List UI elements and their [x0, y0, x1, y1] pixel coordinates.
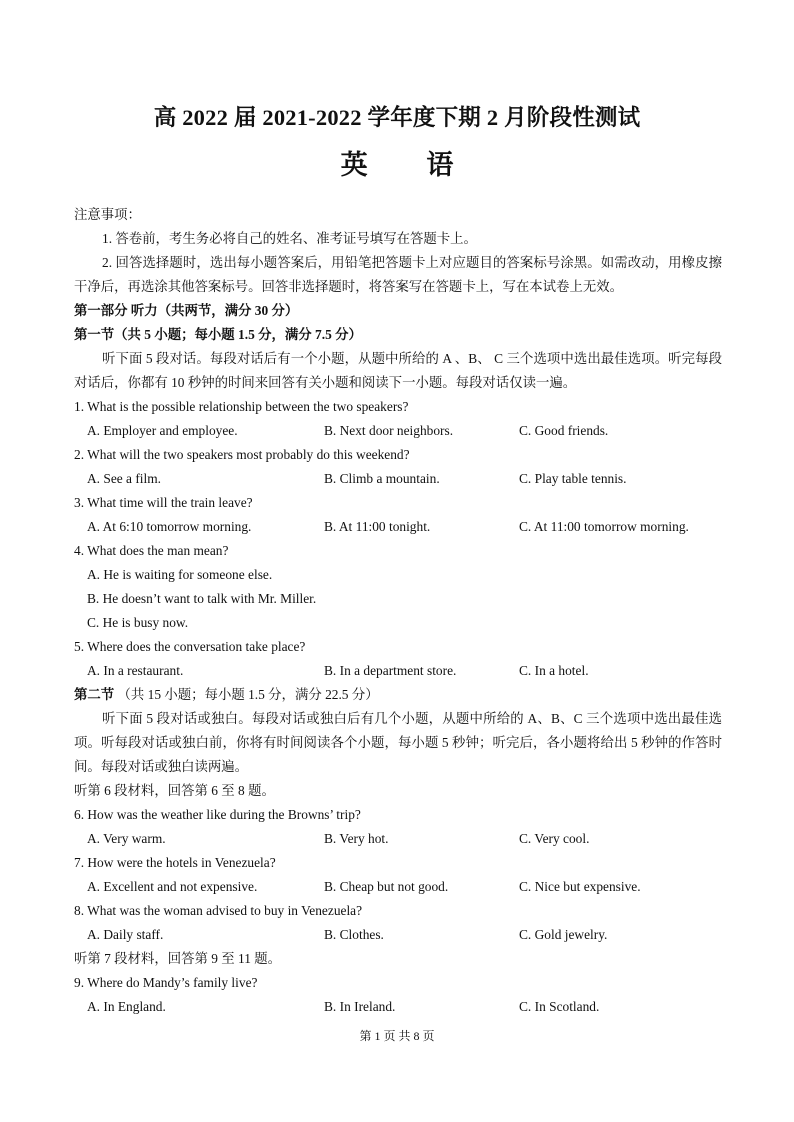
material-7-note: 听第 7 段材料，回答第 9 至 11 题。 — [74, 951, 282, 966]
option-c: C. Very cool. — [519, 831, 590, 846]
option-b: B. In a department store. — [324, 663, 457, 678]
question-6-options — [74, 827, 722, 851]
option-a: A. See a film. — [87, 471, 162, 486]
question-1: 1. What is the possible relationship between the two speakers? — [74, 399, 409, 414]
option-c: C. Gold jewelry. — [519, 927, 608, 942]
question-5: 5. Where does the conversation take place? — [74, 639, 306, 654]
option-b: B. Climb a mountain. — [324, 471, 440, 486]
option-b: B. Next door neighbors. — [324, 423, 454, 438]
question-7-options — [74, 875, 722, 899]
option-a: A. Employer and employee. — [87, 423, 238, 438]
question-8: 8. What was the woman advised to buy in Venezuela? — [74, 903, 363, 918]
option-b: B. At 11:00 tonight. — [324, 519, 431, 534]
section2-heading-label: 第二节 — [74, 687, 115, 702]
option-c: C. Play table tennis. — [519, 471, 627, 486]
part1-heading: 第一部分 听力（共两节，满分 30 分） — [74, 303, 299, 318]
question-4: 4. What does the man mean? — [74, 543, 229, 558]
material-6-note: 听第 6 段材料，回答第 6 至 8 题。 — [74, 783, 275, 798]
section2-instructions: 听下面 5 段对话或独白。每段对话或独白后有几个小题，从题中所给的 A、B、C 三个选项中选出最佳选项。听每段对话或独白前，你将有时间阅读各个小题，每小题 5 秒钟；听完后，各小题将给出 5 秒钟的作答时间。每段对话或独白读两遍。 — [74, 711, 722, 774]
section1-instructions: 听下面 5 段对话。每段对话后有一个小题，从题中所给的 A 、B、 C 三个选项中选出最佳选项。听完每段对话后，你都有 10 秒钟的时间来回答有关小题和阅读下一小题。每段对话仅读一遍。 — [74, 351, 722, 390]
option-a: A. At 6:10 tomorrow morning. — [87, 519, 252, 534]
exam-title: 高 2022 届 2021-2022 学年度下期 2 月阶段性测试 — [153, 105, 641, 130]
question-5-options — [74, 659, 722, 683]
option-a: A. In England. — [87, 999, 166, 1014]
subject-title: 英 语 — [340, 150, 480, 180]
option-b: B. Cheap but not good. — [324, 879, 449, 894]
option-a: A. He is waiting for someone else. — [87, 567, 273, 582]
question-9: 9. Where do Mandy’s family live? — [74, 975, 258, 990]
option-c: C. Nice but expensive. — [519, 879, 641, 894]
option-a: A. Daily staff. — [87, 927, 164, 942]
page-number: 第 1 页 共 8 页 — [359, 1029, 435, 1043]
option-b: B. He doesn’t want to talk with Mr. Miller. — [87, 591, 317, 606]
option-c: C. At 11:00 tomorrow morning. — [519, 519, 689, 534]
option-b: B. In Ireland. — [324, 999, 396, 1014]
option-c: C. In a hotel. — [519, 663, 589, 678]
option-b: B. Very hot. — [324, 831, 389, 846]
question-2-options — [74, 467, 722, 491]
note-item-2: 2. 回答选择题时，选出每小题答案后，用铅笔把答题卡上对应题目的答案标号涂黑。如需改动，用橡皮擦干净后，再选涂其他答案标号。回答非选择题时，将答案写在答题卡上，写在本试卷上无效。 — [74, 255, 722, 294]
option-b: B. Clothes. — [324, 927, 384, 942]
section1-heading: 第一节（共 5 小题；每小题 1.5 分，满分 7.5 分） — [74, 327, 362, 342]
option-c: C. He is busy now. — [87, 615, 189, 630]
question-8-options — [74, 923, 722, 947]
option-a: A. In a restaurant. — [87, 663, 184, 678]
question-3: 3. What time will the train leave? — [74, 495, 253, 510]
option-a: A. Very warm. — [87, 831, 166, 846]
option-c: C. In Scotland. — [519, 999, 600, 1014]
notes-heading: 注意事项： — [74, 207, 141, 222]
question-3-options — [74, 515, 722, 539]
question-1-options — [74, 419, 722, 443]
section2-heading — [74, 683, 722, 707]
question-7: 7. How were the hotels in Venezuela? — [74, 855, 276, 870]
option-c: C. Good friends. — [519, 423, 609, 438]
question-9-options — [74, 995, 722, 1019]
option-a: A. Excellent and not expensive. — [87, 879, 258, 894]
note-item-1: 1. 答卷前，考生务必将自己的姓名、准考证号填写在答题卡上。 — [102, 231, 477, 246]
question-6: 6. How was the weather like during the Browns’ trip? — [74, 807, 361, 822]
exam-content — [74, 203, 722, 1019]
question-2: 2. What will the two speakers most probably do this weekend? — [74, 447, 410, 462]
section2-heading-detail: （共 15 小题；每小题 1.5 分，满分 22.5 分） — [114, 687, 379, 702]
